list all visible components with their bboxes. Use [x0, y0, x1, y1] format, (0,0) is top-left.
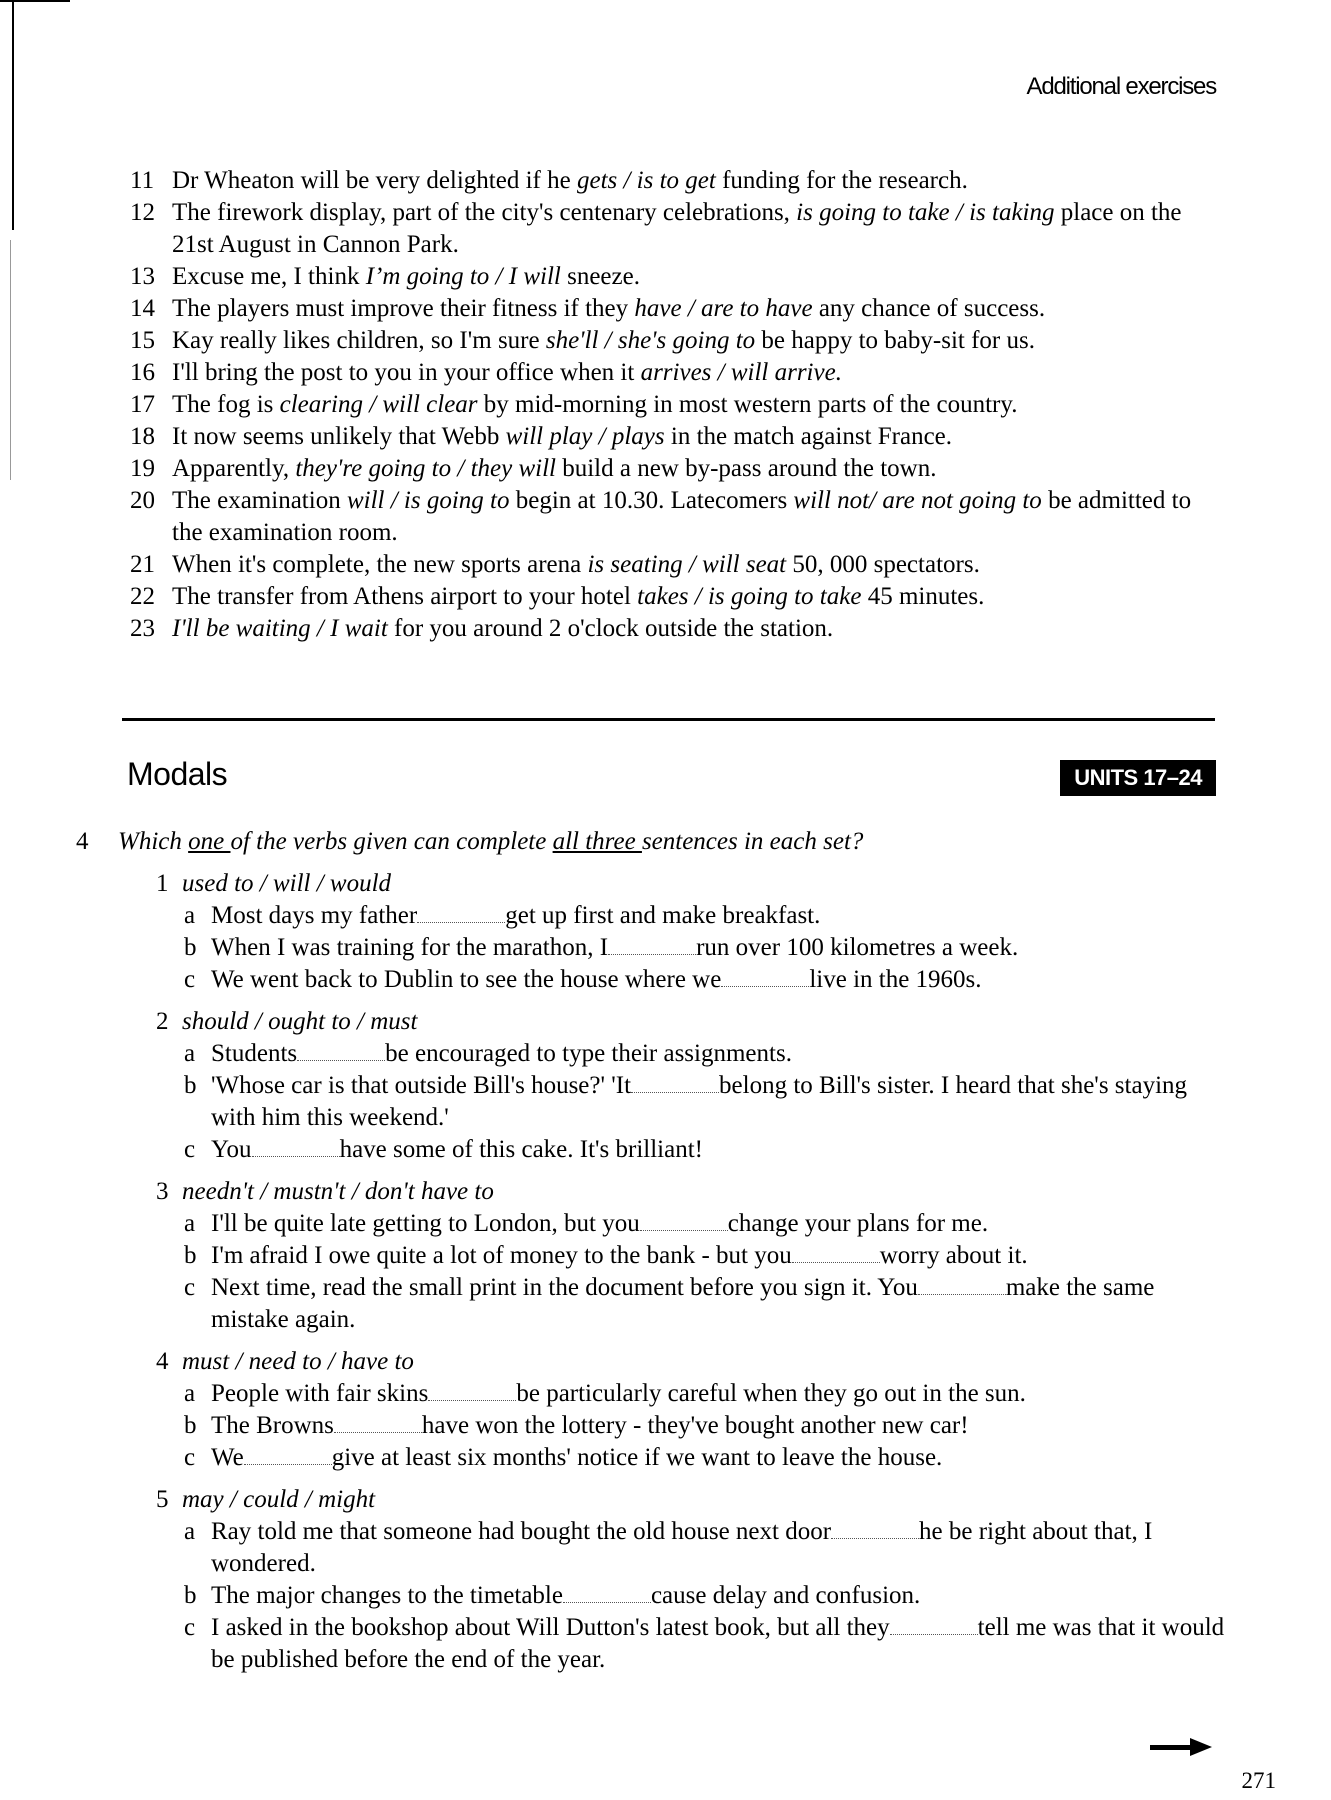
option-text: have / are to have [634, 295, 813, 322]
set-heading [156, 1176, 1226, 1208]
sentence [156, 1070, 1226, 1134]
set-heading [156, 1346, 1226, 1378]
sentence [156, 1580, 1226, 1612]
sentence-after-gap: cause delay and confusion. [650, 1582, 921, 1609]
sentence-before-gap: The Browns [211, 1412, 334, 1439]
answer-gap[interactable] [640, 1212, 728, 1231]
set-heading [156, 1006, 1226, 1038]
sentence-text: be admitted to the examination room. [172, 487, 1192, 546]
sentence-before-gap: Students [211, 1040, 298, 1067]
sentence-after-gap: give at least six months' notice if we want to leave the house. [331, 1444, 943, 1471]
units-badge: UNITS 17–24 [1060, 760, 1216, 796]
sentence-after-gap: get up first and make breakfast. [505, 902, 821, 929]
answer-gap[interactable] [252, 1138, 340, 1157]
sentence-letter: a [184, 1518, 196, 1545]
sentence-after-gap: belong to Bill's sister. I heard that she's staying with him this weekend.' [211, 1072, 1188, 1131]
instruction-text: Which [118, 828, 189, 855]
answer-gap[interactable] [721, 968, 809, 987]
item-number: 12 [130, 199, 155, 226]
set-number: 5 [156, 1486, 169, 1513]
set-options: must / need to / have to [182, 1348, 414, 1375]
scan-mark-top [0, 0, 70, 2]
exercise-item [130, 421, 1220, 453]
item-number: 22 [130, 583, 155, 610]
option-text: is going to take / is taking [796, 199, 1055, 226]
sentence-before-gap: The major changes to the timetable [211, 1582, 563, 1609]
sentence-text: any chance of success. [812, 295, 1046, 322]
set-number: 4 [156, 1348, 169, 1375]
sentence [156, 1410, 1226, 1442]
sentence-letter: a [184, 1380, 196, 1407]
instruction-underlined: one [188, 828, 231, 855]
sentence-text: by mid-morning in most western parts of the country. [477, 391, 1018, 418]
set-number: 3 [156, 1178, 169, 1205]
item-number: 17 [130, 391, 155, 418]
sentence-text: The transfer from Athens airport to your hotel [172, 583, 638, 610]
item-number: 19 [130, 455, 155, 482]
exercise-item [130, 261, 1220, 293]
question-set [76, 1176, 1226, 1336]
option-text: will play / plays [505, 423, 665, 450]
sentence [156, 1208, 1226, 1240]
sentence [156, 1038, 1226, 1070]
sentence [156, 900, 1226, 932]
answer-gap[interactable] [334, 1414, 422, 1433]
exercise-item [130, 485, 1220, 549]
exercise-item [130, 613, 1220, 645]
sentence-text: 45 minutes. [861, 583, 985, 610]
exercise-item [130, 293, 1220, 325]
set-heading [156, 868, 1226, 900]
sentence-letter: a [184, 1040, 196, 1067]
sentence-text: Dr Wheaton will be very delighted if he [172, 167, 577, 194]
sentence [156, 1134, 1226, 1166]
answer-gap[interactable] [428, 1382, 516, 1401]
item-number: 13 [130, 263, 155, 290]
option-text: arrives / will arrive. [640, 359, 842, 386]
set-number: 2 [156, 1008, 169, 1035]
answer-gap[interactable] [297, 1042, 385, 1061]
exercise-instructions [76, 826, 1226, 858]
sentence [156, 932, 1226, 964]
sentence-text: I'll bring the post to you in your office when it [172, 359, 641, 386]
sentence-before-gap: You [211, 1136, 252, 1163]
sentence-after-gap: worry about it. [879, 1242, 1028, 1269]
scan-mark-vertical [12, 0, 14, 230]
item-number: 20 [130, 487, 155, 514]
sentence-text: place on the 21st August in Cannon Park. [172, 199, 1182, 258]
sentence-letter: b [184, 1072, 197, 1099]
sentence-after-gap: run over 100 kilometres a week. [696, 934, 1019, 961]
sentence-text: Kay really likes children, so I'm sure [172, 327, 546, 354]
sentence-letter: c [184, 966, 196, 993]
sentence-text: in the match against France. [664, 423, 953, 450]
scan-mark-dots [10, 240, 11, 480]
answer-gap[interactable] [244, 1446, 332, 1465]
sentence-before-gap: We went back to Dublin to see the house where we [211, 966, 722, 993]
exercise-4 [76, 826, 1226, 1676]
set-options: needn't / mustn't / don't have to [182, 1178, 494, 1205]
option-text: will not/ are not going to [793, 487, 1042, 514]
instruction-text: of the verbs given can complete [230, 828, 553, 855]
sentence-before-gap: People with fair skins [211, 1380, 429, 1407]
question-set [76, 1006, 1226, 1166]
sentence [156, 1612, 1226, 1676]
sentence-text: Apparently, [172, 455, 296, 482]
option-text: clearing / will clear [279, 391, 478, 418]
sentence-letter: c [184, 1444, 196, 1471]
exercise-item [130, 581, 1220, 613]
sentence-letter: a [184, 1210, 196, 1237]
sentence-text: begin at 10.30. Latecomers [509, 487, 794, 514]
exercise-item [130, 165, 1220, 197]
option-text: I’m going to / I will [365, 263, 561, 290]
future-items-list [130, 165, 1220, 645]
sentence-before-gap: Next time, read the small print in the document before you sign it. You [211, 1274, 918, 1301]
sentence-text: build a new by-pass around the town. [555, 455, 937, 482]
set-number: 1 [156, 870, 169, 897]
sentence [156, 1516, 1226, 1580]
sentence [156, 1240, 1226, 1272]
set-options: used to / will / would [182, 870, 392, 897]
sentence-letter: c [184, 1274, 196, 1301]
item-number: 18 [130, 423, 155, 450]
sentence [156, 1442, 1226, 1474]
set-options: may / could / might [182, 1486, 376, 1513]
sentence-text: Excuse me, I think [172, 263, 366, 290]
sentence-after-gap: make the same mistake again. [211, 1274, 1155, 1333]
sentence-after-gap: have some of this cake. It's brilliant! [339, 1136, 703, 1163]
sentence-before-gap: I asked in the bookshop about Will Dutton's latest book, but all they [211, 1614, 890, 1641]
item-number: 23 [130, 615, 155, 642]
sentence-text: funding for the research. [715, 167, 968, 194]
option-text: will / is going to [346, 487, 510, 514]
sentence-before-gap: We [211, 1444, 244, 1471]
sentence-text: sneeze. [560, 263, 640, 290]
exercise-item [130, 453, 1220, 485]
question-set [76, 868, 1226, 996]
section-divider [122, 718, 1215, 721]
sentence-letter: c [184, 1136, 196, 1163]
item-number: 14 [130, 295, 155, 322]
sentence-text: When it's complete, the new sports arena [172, 551, 588, 578]
exercise-item [130, 197, 1220, 261]
answer-gap[interactable] [890, 1616, 978, 1635]
exercise-item [130, 389, 1220, 421]
item-number: 21 [130, 551, 155, 578]
sentence-before-gap: I'm afraid I owe quite a lot of money to the bank - but you [211, 1242, 792, 1269]
exercise-item [130, 325, 1220, 357]
sentence [156, 964, 1226, 996]
sentence-after-gap: have won the lottery - they've bought another new car! [421, 1412, 969, 1439]
exercise-item [130, 549, 1220, 581]
set-heading [156, 1484, 1226, 1516]
section-title: Modals [127, 756, 228, 792]
answer-gap[interactable] [631, 1074, 719, 1093]
sentence-text: The examination [172, 487, 347, 514]
option-text: is seating / will seat [587, 551, 787, 578]
sentence [156, 1272, 1226, 1336]
sentence-before-gap: Ray told me that someone had bought the old house next door [211, 1518, 832, 1545]
sentence-letter: b [184, 1242, 197, 1269]
answer-gap[interactable] [831, 1520, 919, 1539]
answer-gap[interactable] [608, 936, 696, 955]
sentence-letter: b [184, 1582, 197, 1609]
question-set [76, 1484, 1226, 1676]
option-text: she'll / she's going to [545, 327, 756, 354]
option-text: gets / is to get [576, 167, 716, 194]
sentence-text: The fog is [172, 391, 280, 418]
option-text: I'll be waiting / I wait [172, 615, 388, 642]
exercise-number: 4 [76, 828, 89, 855]
sentence-before-gap: 'Whose car is that outside Bill's house?' 'It [211, 1072, 632, 1099]
option-text: takes / is going to take [637, 583, 862, 610]
sentence-before-gap: I'll be quite late getting to London, but you [211, 1210, 640, 1237]
sentence-letter: c [184, 1614, 196, 1641]
sentence-after-gap: live in the 1960s. [809, 966, 982, 993]
sentence-text: for you around 2 o'clock outside the station. [387, 615, 834, 642]
item-number: 15 [130, 327, 155, 354]
sentence-text: The players must improve their fitness if they [172, 295, 635, 322]
question-set [76, 1346, 1226, 1474]
exercise-item [130, 357, 1220, 389]
running-header: Additional exercises [1026, 73, 1216, 100]
instruction-underlined: all three [552, 828, 642, 855]
sentence-before-gap: Most days my father [211, 902, 418, 929]
sentence-after-gap: be encouraged to type their assignments. [385, 1040, 792, 1067]
sentence-after-gap: change your plans for me. [727, 1210, 989, 1237]
item-number: 11 [130, 167, 155, 194]
instruction-text: sentences in each set? [641, 828, 864, 855]
answer-gap[interactable] [563, 1584, 651, 1603]
sentence-after-gap: tell me was that it would be published before the end of the year. [211, 1614, 1225, 1673]
answer-gap[interactable] [792, 1244, 880, 1263]
sentence-letter: b [184, 1412, 197, 1439]
item-number: 16 [130, 359, 155, 386]
sentence [156, 1378, 1226, 1410]
sentence-text: 50, 000 spectators. [786, 551, 980, 578]
answer-gap[interactable] [918, 1276, 1006, 1295]
set-options: should / ought to / must [182, 1008, 418, 1035]
sentence-letter: a [184, 902, 196, 929]
answer-gap[interactable] [417, 904, 505, 923]
sentence-text: It now seems unlikely that Webb [172, 423, 506, 450]
sentence-text: be happy to baby-sit for us. [755, 327, 1035, 354]
sentence-before-gap: When I was training for the marathon, I [211, 934, 609, 961]
sentence-after-gap: he be right about that, I wondered. [211, 1518, 1153, 1577]
page-number: 271 [1241, 1768, 1276, 1793]
question-sets [76, 868, 1226, 1676]
right-arrow-icon [1150, 1737, 1212, 1757]
sentence-after-gap: be particularly careful when they go out in the sun. [516, 1380, 1026, 1407]
sentence-text: The firework display, part of the city's centenary celebrations, [172, 199, 797, 226]
option-text: they're going to / they will [295, 455, 556, 482]
sentence-letter: b [184, 934, 197, 961]
